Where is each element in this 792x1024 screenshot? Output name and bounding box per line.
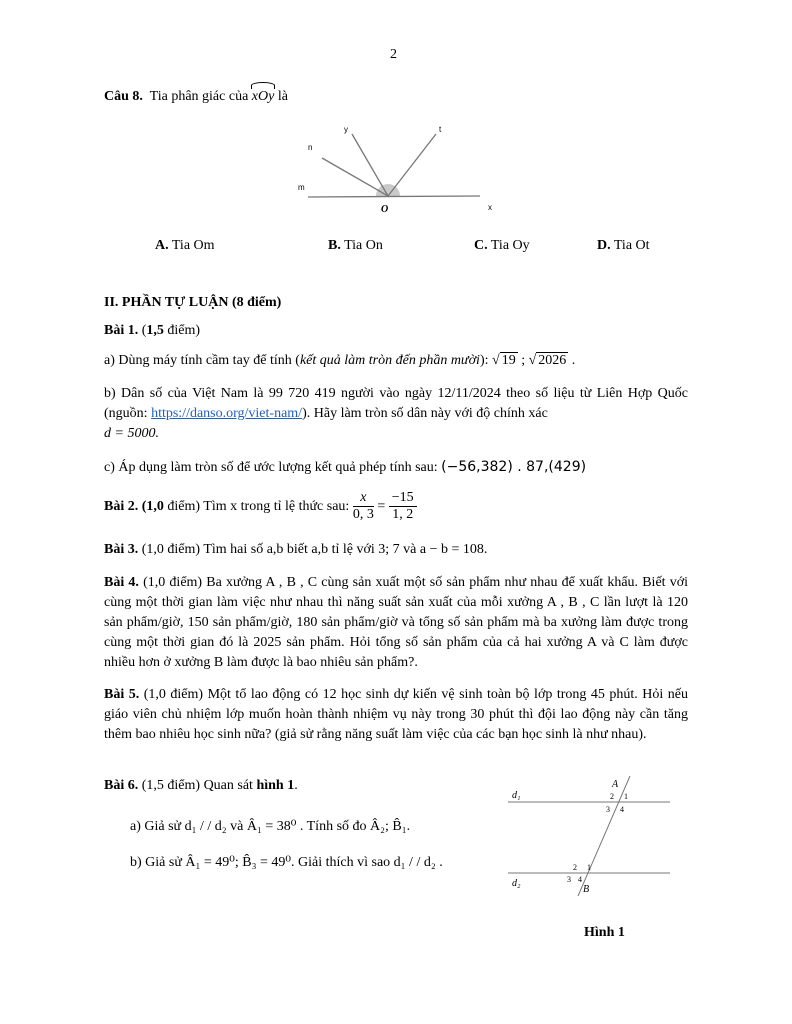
label-o: O	[381, 204, 389, 215]
label-d1: d₁	[512, 790, 521, 801]
label-x: x	[488, 203, 492, 212]
option-b: B. Tia On	[328, 238, 383, 253]
sqrt-19: √ 19	[492, 353, 516, 368]
angle-xoy: xOy	[252, 86, 275, 106]
question-8	[104, 86, 288, 106]
option-a: A. Tia Om	[155, 238, 215, 253]
label-a3: 3	[606, 805, 610, 814]
bai-3: Bài 3. (1,0 điểm) Tìm hai số a,b biết a,b tỉ lệ với 3; 7 và a − b = 108.	[104, 542, 488, 557]
label-b1: 1	[587, 863, 591, 872]
bai-6-a: a) Giả sử d₁ / / d₂ và Â₁ = 38⁰ . Tính số đo Â₂; B̂₁.	[130, 819, 411, 834]
label-n: n	[308, 143, 313, 152]
ray-om-ox	[308, 196, 480, 197]
ray-on	[322, 158, 388, 196]
label-b3: 3	[567, 875, 571, 884]
question-8-label: Câu 8.	[104, 89, 143, 104]
figure-1-caption: Hình 1	[584, 925, 625, 940]
fraction-x: $\frac{x}{0, 3}$	[352, 490, 374, 523]
page-number: 2	[390, 47, 397, 62]
figure-1	[502, 772, 674, 900]
option-d: D. Tia Ot	[597, 238, 650, 253]
bai-1-header: Bài 1. (1,5 điểm)	[104, 323, 201, 338]
sqrt-2026: √ 2026	[528, 353, 567, 368]
label-a2: 2	[610, 792, 614, 801]
fraction-15: $\frac{-15}{1, 2}$	[389, 490, 417, 523]
bai-2: Bài 2. (1,0 điểm) Tìm x trong tỉ lệ thức sau: $\frac{x}{0, 3}$ = $\frac{-15}{1, 2}$	[104, 488, 417, 526]
ray-oy	[352, 134, 388, 196]
label-b2: 2	[573, 863, 577, 872]
bai-1-a: a) Dùng máy tính cầm tay để tính (kết quả làm tròn đến phần mười): √ 19 ; √ 2026 .	[104, 353, 576, 368]
label-a4: 4	[620, 805, 624, 814]
bai-6-header: Bài 6. (1,5 điểm) Quan sát hình 1.	[104, 778, 298, 793]
option-c: C. Tia Oy	[474, 238, 530, 253]
label-t: t	[439, 125, 442, 134]
question-8-tail: là	[277, 89, 288, 104]
bai-1-b: b) Dân số của Việt Nam là 99 720 419 người vào ngày 12/11/2024 theo số liệu từ Liên Hợp Quốc (nguồn: https://danso.org/viet-nam/). Hãy làm tròn số dân này với độ chính xác d = 5000.	[104, 386, 688, 441]
bai-1-c: c) Áp dụng làm tròn số để ước lượng kết quả phép tính sau: (−56,382) . 87,(429)	[104, 459, 587, 475]
ray-ot	[388, 134, 436, 196]
label-m: m	[298, 183, 305, 192]
section-2-title: II. PHẦN TỰ LUẬN (8 điểm)	[104, 295, 282, 310]
label-d2: d₂	[512, 878, 521, 889]
label-b: B	[583, 884, 590, 895]
angle-figure	[290, 118, 510, 218]
transversal	[578, 776, 630, 896]
label-y: y	[344, 125, 348, 134]
danso-link[interactable]: https://danso.org/viet-nam/	[151, 406, 303, 421]
label-b4: 4	[578, 875, 582, 884]
bai-5: Bài 5. (1,0 điểm) Một tổ lao động có 12 học sinh dự kiến vệ sinh toàn bộ lớp trong 45 phút. Hỏi nếu giáo viên chủ nhiệm lớp muốn hoàn thành nhiệm vụ này trong 30 phút thì đội lao động này cần tăng thêm bao nhiêu học sinh nữa? (giả sử rằng năng suất làm việc của các bạn học sinh là như nhau).	[104, 687, 689, 742]
bai-4: Bài 4. (1,0 điểm) Ba xưởng A , B , C cùng sản xuất một số sản phẩm như nhau để xuất khẩu. Biết với cùng một thời gian làm việc như nhau thì năng suất sản xuất của mỗi xưởng A , B , C lần lượt là 120 sản phẩm/giờ, 150 sản phẩm/giờ, 180 sản phẩm/giờ và tổng số sản phẩm mà ba xưởng làm được trong cùng một thời gian đó là 2025 sản phẩm. Hỏi tổng số sản phẩm của cả hai xưởng A và C làm được nhiều hơn ở xưởng B làm được là bao nhiêu sản phẩm?.	[104, 575, 689, 670]
label-a1: 1	[624, 792, 628, 801]
label-a: A	[612, 779, 619, 790]
bai-6-b: b) Giả sử Â₁ = 49⁰; B̂₃ = 49⁰. Giải thích vì sao d₁ / / d₂ .	[130, 855, 443, 870]
question-8-text: Tia phân giác của	[149, 89, 249, 104]
